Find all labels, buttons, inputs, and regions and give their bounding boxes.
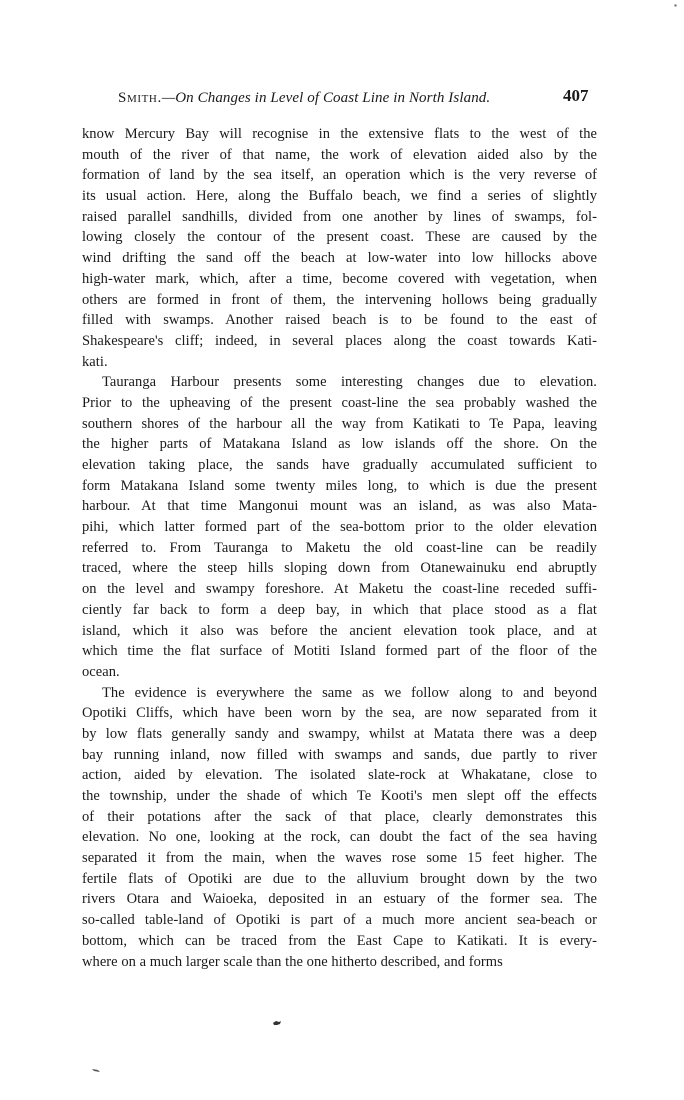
text-line: the higher parts of Matakana Island as low islands off the shore. On the bbox=[82, 436, 597, 453]
paragraph bbox=[82, 683, 597, 973]
text-line: action, aided by elevation. The isolated slate-rock at Whakatane, close to bbox=[82, 767, 597, 784]
text-line: kati. bbox=[82, 353, 108, 370]
text-line: Opotiki Cliffs, which have been worn by the sea, are now separated from it bbox=[82, 705, 597, 722]
text-line: ciently far back to form a deep bay, in which that place stood as a flat bbox=[82, 601, 597, 618]
text-line: know Mercury Bay will recognise in the extensive flats to the west of the bbox=[82, 126, 597, 142]
text-line: which time the flat surface of Motiti Island formed part of the floor of the bbox=[82, 643, 597, 660]
text-line: form Matakana Island some twenty miles long, to which is due the present bbox=[82, 477, 597, 494]
text-line: on the level and swampy foreshore. At Maketu the coast-line receded suffi- bbox=[82, 581, 597, 598]
text-line: Tauranga Harbour presents some interesting changes due to elevation. bbox=[102, 374, 597, 391]
text-line: raised parallel sandhills, divided from one another by lines of swamps, fol- bbox=[82, 208, 597, 225]
text-line: pihi, which latter formed part of the sea-bottom prior to the older elevation bbox=[82, 519, 597, 536]
text-line: rivers Otara and Waioeka, deposited in an estuary of the former sea. The bbox=[82, 891, 597, 908]
text-line: filled with swamps. Another raised beach is to be found to the east of bbox=[82, 312, 597, 329]
text-line: formation of land by the sea itself, an operation which is the very reverse of bbox=[82, 167, 597, 184]
text-line: separated it from the main, when the waves rose some 15 feet higher. The bbox=[82, 850, 597, 867]
text-line: harbour. At that time Mangonui mount was an island, as was also Mata- bbox=[82, 498, 597, 515]
paragraph bbox=[82, 372, 597, 682]
paragraph bbox=[82, 124, 597, 372]
page-number: 407 bbox=[563, 86, 589, 105]
text-line: of their potations after the sack of that place, clearly demonstrates this bbox=[82, 808, 597, 825]
text-line: the township, under the shade of which Te Kooti's men slept off the effects bbox=[82, 788, 597, 804]
text-line: others are formed in front of them, the intervening hollows being gradually bbox=[82, 291, 597, 308]
text-line: where on a much larger scale than the one hitherto described, and forms bbox=[82, 953, 503, 970]
text-line: Shakespeare's cliff; indeed, in several places along the coast towards Kati- bbox=[82, 332, 597, 349]
text-line: high-water mark, which, after a time, become covered with vegetation, when bbox=[82, 270, 597, 287]
running-head-author: Smith. bbox=[118, 90, 162, 106]
running-head bbox=[118, 90, 598, 107]
text-line: fertile flats of Opotiki are due to the alluvium brought down by the two bbox=[82, 870, 597, 887]
running-head-title: —On Changes in Level of Coast Line in North Island. bbox=[161, 90, 491, 106]
text-line: wind drifting the sand off the beach at low-water into low hillocks above bbox=[82, 250, 597, 267]
ink-speck-icon bbox=[92, 1068, 100, 1072]
text-line: mouth of the river of that name, the work of elevation aided also by the bbox=[82, 146, 597, 163]
text-line: southern shores of the harbour all the way from Katikati to Te Papa, leaving bbox=[82, 415, 597, 432]
text-line: traced, where the steep hills sloping down from Otanewainuku end abruptly bbox=[82, 560, 597, 577]
text-line: The evidence is everywhere the same as we follow along to and beyond bbox=[102, 684, 597, 701]
text-line: so-called table-land of Opotiki is part of a much more ancient sea-beach or bbox=[82, 912, 597, 929]
text-line: lowing closely the contour of the present coast. These are caused by the bbox=[82, 229, 597, 246]
text-line: island, which it also was before the ancient elevation took place, and at bbox=[82, 622, 597, 639]
text-line: elevation taking place, the sands have gradually accumulated sufficient to bbox=[82, 457, 597, 473]
ink-blot-icon bbox=[272, 1020, 282, 1026]
body-text bbox=[82, 124, 597, 972]
text-line: referred to. From Tauranga to Maketu the old coast-line can be readily bbox=[82, 539, 597, 556]
text-line: by low flats generally sandy and swampy, whilst at Matata there was a deep bbox=[82, 725, 597, 742]
text-line: bottom, which can be traced from the East Cape to Katikati. It is every- bbox=[82, 932, 597, 949]
text-line: bay running inland, now filled with swamps and sands, due partly to river bbox=[82, 746, 597, 763]
margin-speck-icon bbox=[674, 4, 677, 7]
text-line: Prior to the upheaving of the present coast-line the sea probably washed the bbox=[82, 394, 597, 411]
text-line: elevation. No one, looking at the rock, can doubt the fact of the sea having bbox=[82, 829, 597, 846]
text-line: ocean. bbox=[82, 663, 120, 680]
text-line: its usual action. Here, along the Buffalo beach, we find a series of slightly bbox=[82, 188, 597, 205]
